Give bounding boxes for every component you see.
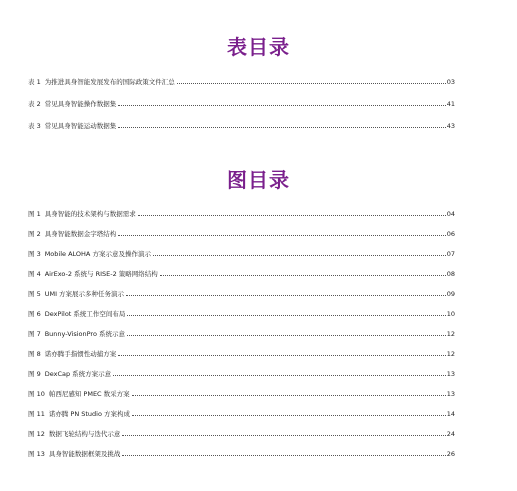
entry-page: 14 bbox=[446, 410, 455, 418]
toc-entry[interactable] bbox=[28, 286, 455, 298]
toc-entry[interactable] bbox=[28, 246, 455, 258]
toc-entry[interactable] bbox=[28, 266, 455, 278]
entry-number: 图 12 bbox=[28, 430, 45, 438]
entry-page: 10 bbox=[446, 310, 455, 318]
entry-title: 具身智能数据框架及挑战 bbox=[48, 450, 121, 458]
entry-page: 09 bbox=[446, 290, 455, 298]
entry-number: 图 4 bbox=[28, 270, 41, 278]
dot-leader bbox=[153, 255, 446, 256]
dot-leader bbox=[127, 335, 446, 336]
entry-page: 13 bbox=[446, 390, 455, 398]
entry-page: 41 bbox=[446, 100, 455, 108]
entry-title: 为推进具身智能发展发布的国际政策文件汇总 bbox=[44, 78, 175, 86]
entry-page: 07 bbox=[446, 250, 455, 258]
entry-number: 图 1 bbox=[28, 210, 41, 218]
entry-title: 帕西尼感知 PMEC 数采方案 bbox=[48, 390, 130, 398]
toc-entry[interactable] bbox=[28, 96, 455, 108]
toc-entry[interactable] bbox=[28, 386, 455, 398]
entry-number: 图 7 bbox=[28, 330, 41, 338]
entry-title: Bunny-VisionPro 系统示意 bbox=[44, 330, 125, 338]
dot-leader bbox=[118, 355, 446, 356]
entry-number: 图 2 bbox=[28, 230, 41, 238]
entry-title: 常见具身智能运动数据集 bbox=[44, 122, 117, 130]
entry-number: 表 2 bbox=[28, 100, 41, 108]
dot-leader bbox=[132, 415, 446, 416]
entry-number: 表 1 bbox=[28, 78, 41, 86]
figures-heading: 图目录 bbox=[227, 168, 290, 192]
dot-leader bbox=[177, 83, 446, 84]
entry-title: 具身智能数据金字塔结构 bbox=[44, 230, 117, 238]
dot-leader bbox=[113, 375, 446, 376]
entry-page: 08 bbox=[446, 270, 455, 278]
entry-page: 06 bbox=[446, 230, 455, 238]
entry-title: 诺亦腾 PN Studio 方案构成 bbox=[48, 410, 131, 418]
entry-page: 04 bbox=[446, 210, 455, 218]
entry-page: 43 bbox=[446, 122, 455, 130]
dot-leader bbox=[127, 315, 445, 316]
entry-page: 13 bbox=[446, 370, 455, 378]
entry-number: 图 10 bbox=[28, 390, 45, 398]
entry-title: UMI 方案展示多种任务演示 bbox=[44, 290, 125, 298]
entry-page: 26 bbox=[446, 450, 455, 458]
toc-entry[interactable] bbox=[28, 346, 455, 358]
dot-leader bbox=[160, 275, 446, 276]
entry-number: 图 8 bbox=[28, 350, 41, 358]
entry-title: 诺亦腾手指惯性动捕方案 bbox=[44, 350, 117, 358]
dot-leader bbox=[118, 127, 446, 128]
entry-page: 12 bbox=[446, 330, 455, 338]
entry-page: 24 bbox=[446, 430, 455, 438]
toc-entry[interactable] bbox=[28, 118, 455, 130]
toc-entry[interactable] bbox=[28, 326, 455, 338]
toc-entry[interactable] bbox=[28, 226, 455, 238]
entry-number: 图 3 bbox=[28, 250, 41, 258]
entry-number: 图 6 bbox=[28, 310, 41, 318]
entry-number: 图 13 bbox=[28, 450, 45, 458]
entry-title: DexPilot 系统工作空间布局 bbox=[44, 310, 126, 318]
entry-page: 03 bbox=[446, 78, 455, 86]
toc-entry[interactable] bbox=[28, 446, 455, 458]
entry-number: 图 9 bbox=[28, 370, 41, 378]
entry-page: 12 bbox=[446, 350, 455, 358]
tables-heading: 表目录 bbox=[227, 35, 290, 59]
entry-number: 图 5 bbox=[28, 290, 41, 298]
dot-leader bbox=[122, 455, 445, 456]
toc-entry[interactable] bbox=[28, 406, 455, 418]
dot-leader bbox=[138, 215, 446, 216]
toc-entry[interactable] bbox=[28, 74, 455, 86]
toc-entry[interactable] bbox=[28, 306, 455, 318]
toc-entry[interactable] bbox=[28, 366, 455, 378]
entry-title: AirExo-2 系统与 RISE-2 策略网络结构 bbox=[44, 270, 158, 278]
entry-title: 具身智能的技术架构与数据需求 bbox=[44, 210, 136, 218]
entry-title: DexCap 系统方案示意 bbox=[44, 370, 112, 378]
toc-entry[interactable] bbox=[28, 426, 455, 438]
entry-title: 常见具身智能操作数据集 bbox=[44, 100, 117, 108]
dot-leader bbox=[118, 235, 446, 236]
dot-leader bbox=[118, 105, 446, 106]
dot-leader bbox=[122, 435, 445, 436]
entry-number: 图 11 bbox=[28, 410, 45, 418]
dot-leader bbox=[132, 395, 446, 396]
toc-entry[interactable] bbox=[28, 206, 455, 218]
entry-title: Mobile ALOHA 方案示意及操作演示 bbox=[44, 250, 151, 258]
dot-leader bbox=[126, 295, 446, 296]
entry-number: 表 3 bbox=[28, 122, 41, 130]
entry-title: 数据飞轮结构与迭代示意 bbox=[48, 430, 121, 438]
